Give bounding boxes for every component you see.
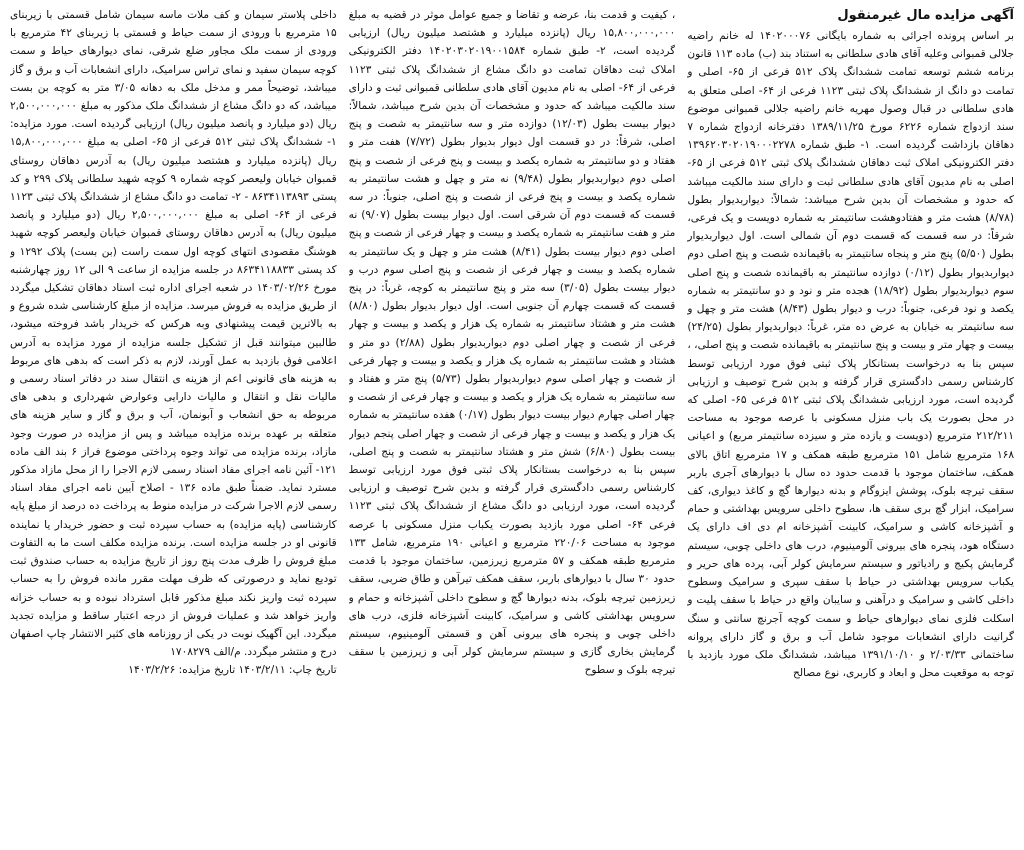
notice-column-1-text: بر اساس پرونده اجرائی به شماره بایگانی ۱۴۰۲۰۰۰۷۶ له خانم راضیه جلالی قمبوانی وعلیه آقای هادی سلطانی به استناد بند (ب) ماده ۱۱۳ قانون برنامه ششم توسعه تمامت ششدانگ پلاک ۵۱۲ فرعی از ۶۵- اصلی و تمامت دو دانگ از ششدانگ پلاک ثبتی ۱۱۲۳ فرعی از ۶۴- اصلی متعلق به هادی سلطانی در قبال وصول مهریه خانم راضیه جلالی قمبوانی موضوع سند ازدواج شماره ۶۲۲۶ مورخ ۱۳۸۹/۱۱/۲۵ دفترخانه ازدواج شماره ۷ دهاقان بازداشت گردیده است. ۱- طبق شماره ۱۳۹۶۲۰۳۰۲۰۱۹۰۰۰۲۲۷۸ دفتر الکترونیکی املاک ثبت دهاقان ششدانگ پلاک ثبتی ۵۱۲ فرعی از ۶۵- اصلی به نام مدیون آقای هادی سلطانی ثبت و دارای سند مالکیت میباشد که حدود و مشخصات آن بدین شرح میباشد: شمالاً: دیواربدیوار بطول (۸/۷۸) هشت متر و هفتادوهشت سانتیمتر به شماره دویست و یک فرعی، شرقاً: در سه قسمت که قسمت دوم آن شمالی است. اول دیواربدیوار بطول (۵/۵۰) پنج متر و پنجاه سانتیمتر به باقیمانده شصت و پنج اصلی دوم دیواربدیوار بطول (۰/۱۲) دوازده سانتیمتر به باقیمانده شصت و پنج اصلی سوم دیواربدیوار بطول (۱۸/۹۲) هجده متر و نود و دو سانتیمتر به شماره یکصد و نود فرعی، جنوباً: درب و دیوار بطول (۸/۴۳) هشت متر و چهل و سه سانتیمتر به خیابان به عرض ده متر، غرباً: دیواربدیوار بطول (۲۴/۲۵) بیست و چهار متر و بیست و پنج سانتیمتر به باقیمانده شصت و پنج اصلی، ، سپس بنا به درخواست بستانکار پلاک ثبتی فوق مورد ارزیابی توسط کارشناس رسمی دادگستری قرار گرفته و بدین شرح توصیف و ارزیابی گردیده است، مورد ارزیابی ششدانگ پلاک ثبتی ۵۱۲ فرعی ۶۵- اصلی که در محل بصورت یک باب منزل مسکونی با عرصه موجود به مساحت ۲۱۲/۲۱۱ مترمربع (دویست و یازده متر و سیزده سانتیمتر مربع) و اعیانی ۱۶۸ مترمربع شامل ۱۵۱ مترمربع طبقه همکف و ۱۷ مترمربع اتاق بالای همکف، ساختمان موجود با قدمت حدود ده سال با دیوارهای آجری باربر سقف تیرچه بلوک، پوشش ایزوگام و بدنه دیوارها گچ و کاغذ دیواری، کف سرامیک، ابزار گچ بری سقف ها، سطوح داخلی سرویس بهداشتی و حمام و آشپزخانه کاشی و سرامیک، کابینت آشپزخانه ام دی اف دارای یک دستگاه هود، پنجره های بیرونی آلومینیوم، درب های داخلی چوبی، سیستم گرمایش پکیج و رادیاتور و سیستم سرمایش کولر آبی، پرده های حریر و یکباب سرویس بهداشتی در حیاط با سقف سپری و سرامیک وسطوح داخلی کاشی و سرامیک و درآهنی و سایبان واقع در حیاط با سقف پلیت و اسکلت فلزی نمای دیوارهای حیاط و سمت کوچه آجرنچ سانتی و سنگ گرانیت دارای انشعابات موجود شامل آب و برق و گاز دارای پروانه ساختمانی ۲/۰۳/۳۳ و ۱۳۹۱/۱۰/۱۰ میباشد، ششدانگ ملک مورد بازدید با توجه به موقعیت محل و ابعاد و کاربری، نوع مصالح: [687, 30, 1014, 680]
notice-columns: [10, 6, 1014, 850]
notice-title: آگهی مزایده مال غیرمنقول: [837, 8, 1014, 23]
notice-column-1: [687, 6, 1014, 850]
notice-dates-footer: تاریخ چاپ: ۱۴۰۳/۲/۱۱ تاریخ مزایده: ۱۴۰۳/۲/۲۶: [128, 664, 337, 677]
notice-column-3: [10, 6, 337, 850]
notice-column-2-text: ، کیفیت و قدمت بنا، عرضه و تقاضا و جمیع عوامل موثر در قضیه به مبلغ ۱۵,۸۰۰,۰۰۰,۰۰۰ ریال (پانزده میلیارد و هشتصد میلیون ریال) ارزیابی گردیده است، ۲- طبق شماره ۱۴۰۲۰۳۰۲۰۱۹۰۰۱۵۸۴ دفتر الکترونیکی املاک ثبت دهاقان تمامت دو دانگ مشاع از ششدانگ پلاک ثبتی ۱۱۲۳ فرعی از ۶۴- اصلی به نام مدیون آقای هادی سلطانی قمبوانی ثبت و دارای سند مالکیت میباشد که حدود و مشخصات آن بدین شرح میباشد، شمالاً: دیوار بیست بطول (۱۲/۰۳) دوازده متر و سه سانتیمتر به شصت و پنج اصلی، شرقاً: در دو قسمت اول دیوار بدیوار بطول (۷/۷۲) هفت متر و هفتاد و دو سانتیمتر به شماره یکصد و بیست و پنج فرعی از شصت و پنج اصلی دوم دیواربدیوار بطول (۹/۴۸) نه متر و چهل و هشت سانتیمتر به شماره یکصد و بیست و پنج فرعی از شصت و پنج اصلی، جنوباً: در سه قسمت که قسمت دوم آن شرقی است. اول دیوار بیست بطول (۹/۰۷) نه متر و هفت سانتیمتر به شماره یکصد و بیست و چهار فرعی از شصت و پنج اصلی دوم دیوار بیست بطول (۸/۴۱) هشت متر و چهل و یک سانتیمتر به شماره یکصد و بیست و چهار فرعی از شصت و پنج اصلی سوم درب و دیوار بیست بطول (۳/۰۵) سه متر و پنج سانتیمتر به کوچه، غرباً: در پنج قسمت که قسمت چهارم آن جنوبی است. اول دیوار بدیوار بطول (۸/۸۰) هشت متر و هشتاد سانتیمتر به شماره یک هزار و یکصد و بیست و چهار فرعی از شصت و چهار اصلی دوم دیواربدیوار بطول (۲/۸۸) دو متر و هشتاد و هشت سانتیمتر به شماره یک هزار و یکصد و بیست و چهار فرعی از شصت و چهار اصلی سوم دیواربدیوار بطول (۵/۷۳) پنج متر و هفتاد و سه سانتیمتر به شماره یک هزار و یکصد و بیست و چهار فرعی از شصت و چهار اصلی چهارم دیوار بیست دیوار بطول (۰/۱۷) هفده سانتیمتر به شماره یک هزار و یکصد و بیست و چهار فرعی از شصت و چهار اصلی پنجم دیوار بیست بطول (۶/۸۰) شش متر و هشتاد سانتیمتر به شصت و پنج اصلی، سپس بنا به درخواست بستانکار پلاک ثبتی فوق مورد ارزیابی توسط کارشناس رسمی دادگستری قرار گرفته و بدین شرح توصیف و ارزیابی گردیده است، مورد ارزیابی دو دانگ مشاع از ششدانگ پلاک ثبتی ۱۱۲۳ فرعی ۶۴- اصلی مورد بازدید بصورت یکباب منزل مسکونی با عرصه موجود به مساحت ۲۲۰/۰۶ مترمربع و اعیانی ۱۹۰ مترمربع، شامل ۱۳۳ مترمربع طبقه همکف و ۵۷ مترمربع زیرزمین، ساختمان موجود با قدمت حدود ۳۰ سال با دیوارهای باربر، سقف همکف تیرآهن و طاق ضربی، سقف زیرزمین تیرچه بلوک، بدنه دیوارها گچ و سطوح داخلی آشپزخانه و حمام و سرویس بهداشتی کاشی و سرامیک، کابینت آشپزخانه فلزی، درب های داخلی چوبی و پنجره های بیرونی آهن و قسمتی آلومینیوم، سیستم گرمایش بخاری گازی و سیستم سرمایش کولر آبی و زیرزمین با سقف تیرچه بلوک و سطوح: [348, 9, 676, 677]
notice-column-3-text: داخلی پلاستر سیمان و کف ملات ماسه سیمان شامل قسمتی با زیربنای ۱۵ مترمربع با ورودی از سمت حیاط و قسمتی با زیربنای ۴۲ مترمربع با ورودی از سمت ملک مجاور ضلع شرقی، نمای دیوارهای حیاط و سمت کوچه سیمان سفید و نمای تراس سرامیک، دارای انشعابات آب و برق و گاز میباشد، توضیحاً ممر و مدخل ملک به دهانه ۳/۰۵ متر به کوچه بن بست میباشد، که دو دانگ مشاع از ششدانگ ملک مذکور به مبلغ ۲,۵۰۰,۰۰۰,۰۰۰ ریال (دو میلیارد و پانصد میلیون ریال) ارزیابی گردیده است. مورد مزایده: ۱- ششدانگ پلاک ثبتی ۵۱۲ فرعی از ۶۵- اصلی به مبلغ ۱۵,۸۰۰,۰۰۰,۰۰۰ ریال (پانزده میلیارد و هشتصد میلیون ریال) به آدرس دهاقان روستای قمبوان خیابان ولیعصر کوچه شماره ۹ کوچه شهید سلطانی پلاک ۲۹۹ و کد پستی ۸۶۳۴۱۱۳۸۹۳ - ۲- تمامت دو دانگ مشاع از ششدانگ پلاک ثبتی ۱۱۲۳ فرعی از ۶۴- اصلی به مبلغ ۲,۵۰۰,۰۰۰,۰۰۰ ریال (دو میلیارد و پانصد میلیون ریال) به آدرس دهاقان روستای قمبوان خیابان ولیعصر کوچه شهید هوشنگ مقصودی انتهای کوچه اول سمت راست (بن بست) پلاک ۱۲۹۲ و کد پستی ۸۶۳۴۱۱۸۸۳۳ در جلسه مزایده از ساعت ۹ الی ۱۲ روز چهارشنبه مورخ ۱۴۰۳/۰۲/۲۶ در شعبه اجرای اداره ثبت اسناد دهاقان تشکیل میگردد از طریق مزایده به فروش میرسد. مزایده از مبلغ کارشناسی شده شروع و به بالاترین قیمت پیشنهادی وبه هرکس که خریدار باشد فروخته میشود، طالبین میتوانند قبل از تشکیل جلسه مزایده از مورد مزایده به آدرس اعلامی فوق بازدید به عمل آورند، لازم به ذکر است که بدهی های مربوط به هزینه های قانونی اعم از هزینه ی انتقال سند در دفاتر اسناد رسمی و مالیات نقل و انتقال و مالیات دارایی وعوارض شهرداری و بدهی های مربوطه به حق انشعاب و آبونمان، آب و برق و گاز و سایر هزینه های متعلقه بر عهده برنده مزایده میباشد و پس از مزایده در صورت وجود مازاد، برنده مزایده می تواند وجوه پرداختی موضوع فراز ۶ بند الف ماده ۱۲۱- آئین نامه اجرای مفاد اسناد رسمی لازم الاجرا را از محل مازاد مذکور مسترد نماید. ضمناً طبق ماده ۱۳۶ - اصلاح آیین نامه اجرای مفاد اسناد رسمی لازم الاجرا شرکت در مزایده منوط به پرداخت ده درصد از مبلغ پایه کارشناسی (پایه مزایده) به حساب سپرده ثبت و حضور خریدار یا نماینده قانونی او در جلسه مزایده است. برنده مزایده مکلف است ما به التفاوت مبلغ فروش را ظرف مدت پنج روز از تاریخ مزایده به حساب صندوق ثبت تودیع نماید و درصورتی که ظرف مهلت مقرر مانده فروش را به حساب سپرده ثبت واریز نکند مبلغ مذکور قابل استرداد نبوده و به حساب خزانه واریز خواهد شد و عملیات فروش از درجه اعتبار ساقط و مزایده تجدید میگردد. این آگهیک نوبت در یکی از روزنامه های کثیر الانتشار چاپ اصفهان درج و منتشر میگردد. م/الف ۱۷۰۸۲۷۹: [9, 9, 337, 659]
notice-column-2: [349, 6, 676, 850]
